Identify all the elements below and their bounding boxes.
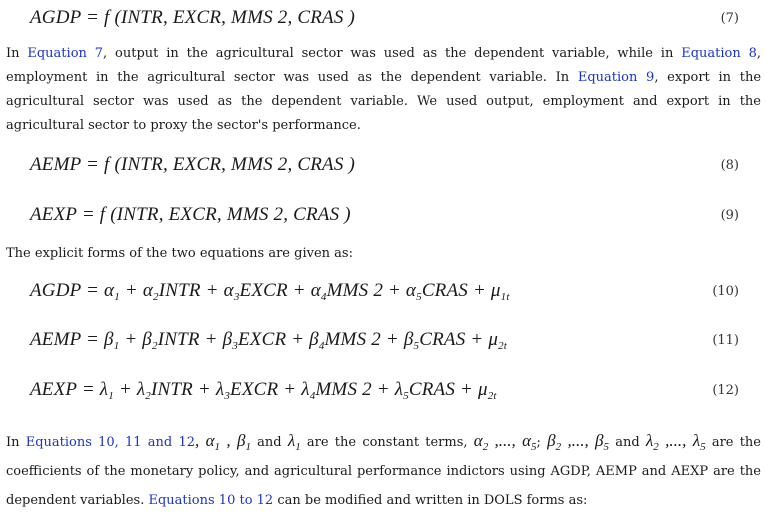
link-equation-7[interactable]: Equation 7 xyxy=(27,46,104,61)
equation-12 xyxy=(30,375,739,405)
link-equation-8[interactable]: Equation 8 xyxy=(681,46,757,61)
p3-text-3: are the constant terms, xyxy=(300,435,474,450)
p1-text-3: , employment in the agricultural sector was used as the dependent variable. In xyxy=(6,46,761,85)
paragraph-explicit-forms: The explicit forms of the two equations are given as: xyxy=(6,246,353,261)
equation-11 xyxy=(30,325,739,355)
equation-7 xyxy=(30,3,739,33)
paragraph-dependent-variables xyxy=(6,42,761,138)
equation-8 xyxy=(30,150,739,180)
equation-12-formula: AEXP = $\lambda_1$ + $\lambda_2INTR$ + $\lambda_3EXCR + \lambda_4MMS$ $2 + \lambda_5CRAS + \mu_{2t}$ xyxy=(30,379,497,402)
equation-9-number: (9) xyxy=(720,207,739,223)
equation-10-formula: AGDP = $\alpha_1$ + $\alpha_2INTR$ + $\alpha_3EXCR + \alpha_4MMS$ $2 + \alpha_5CRAS + \mu_{1t}$ xyxy=(30,280,510,303)
equation-9 xyxy=(30,200,739,230)
p3-text-5: and xyxy=(609,435,646,450)
equation-9-formula: AEXP = f (INTR, EXCR, MMS 2, CRAS ) xyxy=(30,204,351,225)
equation-11-formula: AEMP = $\beta_1$ + $\beta_2INTR$ + $\beta_3EXCR + \beta_4MMS$ $2 + \beta_5CRAS + \mu_{2t}$ xyxy=(30,329,508,352)
symbol-lambda-range: $\lambda_2$ ,..., $\lambda_5$ xyxy=(645,431,706,453)
symbol-alpha-range: $\alpha_2$ ,..., $\alpha_5$ xyxy=(473,431,537,453)
equation-7-number: (7) xyxy=(720,10,739,26)
link-equations-10-to-12[interactable]: Equations 10 to 12 xyxy=(148,493,274,508)
p1-text-1: In xyxy=(6,46,28,61)
equation-8-formula: AEMP = f (INTR, EXCR, MMS 2, CRAS ) xyxy=(30,154,356,175)
symbol-beta-range: $\beta_2$ ,..., $\beta_5$ xyxy=(547,431,610,453)
symbol-alpha1-beta1: , $\alpha_1$ , $\beta_1$ xyxy=(195,431,251,453)
p3-text-1: In xyxy=(6,435,26,450)
p1-text-2: , output in the agricultural sector was used as the dependent variable, while in xyxy=(103,46,682,61)
equation-8-number: (8) xyxy=(720,157,739,173)
equation-11-number: (11) xyxy=(712,332,739,348)
p1-text-4: , export in the agricultural sector was used as the dependent variable. We used output, employment and export in the agricultural sector to proxy the sector's performance. xyxy=(6,70,762,133)
paragraph-coefficients xyxy=(6,426,761,515)
symbol-lambda1: $\lambda_1$ xyxy=(287,431,301,453)
equation-10 xyxy=(30,276,739,306)
link-equation-9[interactable]: Equation 9 xyxy=(577,70,655,85)
equation-10-number: (10) xyxy=(712,283,739,299)
equation-7-formula: AGDP = f (INTR, EXCR, MMS 2, CRAS ) xyxy=(30,7,356,28)
link-equations-10-11-12[interactable]: Equations 10, 11 and 12 xyxy=(25,435,196,450)
equation-12-number: (12) xyxy=(712,382,739,398)
p3-text-7: can be modified and written in DOLS forms as: xyxy=(273,493,588,508)
p3-text-4: ; xyxy=(536,435,548,450)
p3-text-6: are the coefficients of the monetary policy, and agricultural performance indictors using AGDP, AEMP and AEXP are the dependent variables. xyxy=(6,435,761,508)
p3-text-2: and xyxy=(250,435,288,450)
